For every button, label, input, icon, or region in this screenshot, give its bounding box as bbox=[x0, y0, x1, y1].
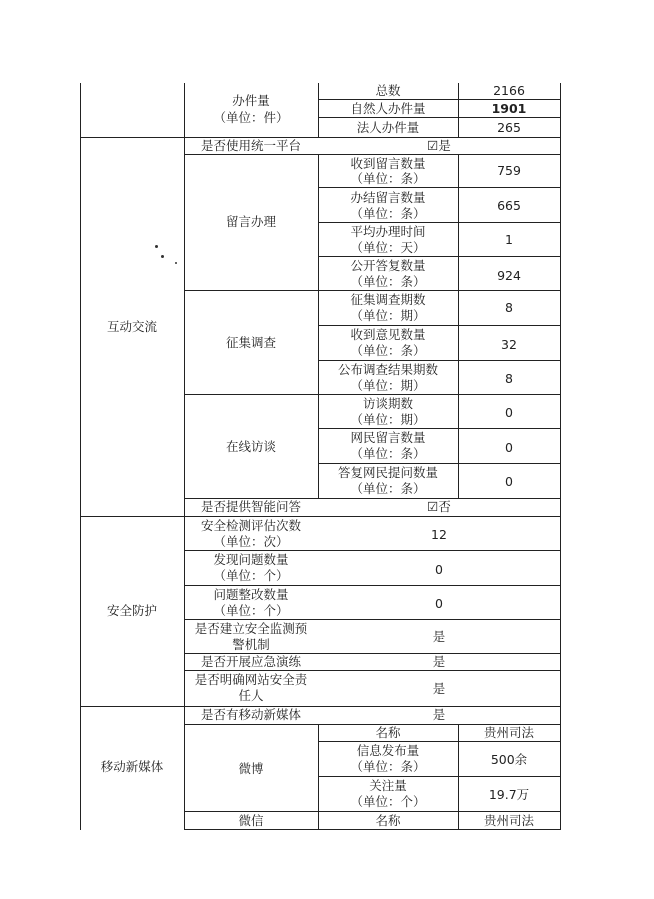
smart-qa-label: 是否提供智能问答 bbox=[200, 499, 301, 514]
legal-person-value: 265 bbox=[497, 120, 521, 135]
emergency-drill-value: 是 bbox=[432, 654, 446, 669]
closed-messages-label: 办结留言数量 bbox=[350, 190, 426, 205]
has-mobile-media-value: 是 bbox=[432, 707, 446, 722]
interview-issues-unit: （单位：期） bbox=[350, 412, 426, 427]
weibo-posts-label: 信息发布量 bbox=[356, 743, 420, 758]
survey-issues-unit: （单位：期） bbox=[350, 308, 426, 323]
closed-messages-value: 665 bbox=[497, 198, 521, 213]
group-online-interview: 在线访谈 bbox=[225, 439, 276, 454]
received-messages-label: 收到留言数量 bbox=[350, 156, 426, 171]
opinions-received-unit: （单位：条） bbox=[350, 343, 426, 358]
wechat-name-value: 贵州司法 bbox=[483, 813, 534, 828]
survey-results-label: 公布调查结果期数 bbox=[337, 362, 438, 377]
legal-person-label: 法人办件量 bbox=[356, 120, 420, 135]
issues-found-value: 0 bbox=[435, 562, 443, 577]
section-line-security bbox=[80, 516, 560, 517]
group-survey: 征集调查 bbox=[225, 335, 276, 350]
natural-person-label: 自然人办件量 bbox=[350, 101, 426, 116]
table-border-right bbox=[560, 83, 561, 830]
weibo-posts-unit: （单位：条） bbox=[350, 759, 426, 774]
scan-speck bbox=[161, 255, 164, 258]
public-replies-value: 924 bbox=[497, 268, 521, 283]
top-row-line-2 bbox=[318, 117, 560, 118]
group-wechat: 微信 bbox=[238, 813, 264, 828]
section-interaction: 互动交流 bbox=[106, 319, 157, 334]
survey-results-unit: （单位：期） bbox=[350, 378, 426, 393]
section-security: 安全防护 bbox=[106, 603, 157, 618]
warning-mechanism-label-1: 是否建立安全监测预 bbox=[194, 621, 308, 636]
table-border-bottom bbox=[184, 829, 560, 830]
issues-fixed-label: 问题整改数量 bbox=[213, 587, 289, 602]
unified-platform-label: 是否使用统一平台 bbox=[200, 138, 301, 153]
warning-mechanism-value: 是 bbox=[432, 629, 446, 644]
table-border-left bbox=[80, 83, 81, 830]
public-replies-label: 公开答复数量 bbox=[350, 258, 426, 273]
total-label: 总数 bbox=[375, 83, 401, 98]
opinions-received-label: 收到意见数量 bbox=[350, 327, 426, 342]
weibo-followers-label: 关注量 bbox=[369, 778, 407, 793]
wechat-name-label: 名称 bbox=[375, 813, 401, 828]
answered-questions-value: 0 bbox=[505, 474, 513, 489]
issues-found-unit: （单位：个） bbox=[213, 568, 289, 583]
total-value: 2166 bbox=[493, 83, 525, 98]
issues-fixed-value: 0 bbox=[435, 596, 443, 611]
survey-issues-value: 8 bbox=[505, 300, 513, 315]
responsible-person-label-1: 是否明确网站安全责 bbox=[194, 672, 308, 687]
office-volume-unit: （单位：件） bbox=[213, 110, 289, 125]
has-mobile-media-label: 是否有移动新媒体 bbox=[200, 707, 301, 722]
issues-fixed-unit: （单位：个） bbox=[213, 603, 289, 618]
office-volume-label: 办件量 bbox=[232, 93, 270, 108]
scan-speck bbox=[155, 245, 158, 248]
closed-messages-unit: （单位：条） bbox=[350, 206, 426, 221]
answered-questions-label: 答复网民提问数量 bbox=[337, 465, 438, 480]
weibo-followers-value: 19.7万 bbox=[488, 787, 530, 802]
public-replies-unit: （单位：条） bbox=[350, 274, 426, 289]
weibo-followers-unit: （单位：个） bbox=[350, 794, 426, 809]
warning-mechanism-label-2: 警机制 bbox=[232, 637, 270, 652]
security-eval-value: 12 bbox=[431, 527, 447, 542]
interview-issues-value: 0 bbox=[505, 405, 513, 420]
opinions-received-value: 32 bbox=[501, 337, 517, 352]
answered-questions-unit: （单位：条） bbox=[350, 481, 426, 496]
weibo-posts-value: 500余 bbox=[490, 752, 528, 767]
unified-platform-value: ☑是 bbox=[427, 138, 451, 153]
netizen-messages-label: 网民留言数量 bbox=[350, 430, 426, 445]
smart-qa-value: ☑否 bbox=[427, 499, 451, 514]
group-weibo: 微博 bbox=[238, 761, 264, 776]
emergency-drill-label: 是否开展应急演练 bbox=[200, 654, 301, 669]
group-message-handling: 留言办理 bbox=[225, 214, 276, 229]
survey-issues-label: 征集调查期数 bbox=[350, 292, 426, 307]
responsible-person-label-2: 任人 bbox=[238, 688, 264, 703]
received-messages-unit: （单位：条） bbox=[350, 171, 426, 186]
natural-person-value: 1901 bbox=[491, 101, 527, 116]
avg-time-value: 1 bbox=[505, 232, 513, 247]
scan-speck bbox=[175, 262, 177, 264]
issues-found-label: 发现问题数量 bbox=[213, 552, 289, 567]
interview-issues-label: 访谈期数 bbox=[362, 396, 413, 411]
weibo-name-value: 贵州司法 bbox=[483, 725, 534, 740]
weibo-name-label: 名称 bbox=[375, 725, 401, 740]
section-mobile-media: 移动新媒体 bbox=[100, 759, 164, 774]
netizen-messages-value: 0 bbox=[505, 440, 513, 455]
message-line-1 bbox=[318, 187, 560, 188]
netizen-messages-unit: （单位：条） bbox=[350, 446, 426, 461]
received-messages-value: 759 bbox=[497, 163, 521, 178]
avg-time-unit: （单位：天） bbox=[350, 240, 426, 255]
survey-results-value: 8 bbox=[505, 371, 513, 386]
security-eval-label: 安全检测评估次数 bbox=[200, 518, 301, 533]
avg-time-label: 平均办理时间 bbox=[350, 224, 426, 239]
security-eval-unit: （单位：次） bbox=[213, 534, 289, 549]
responsible-person-value: 是 bbox=[432, 681, 446, 696]
